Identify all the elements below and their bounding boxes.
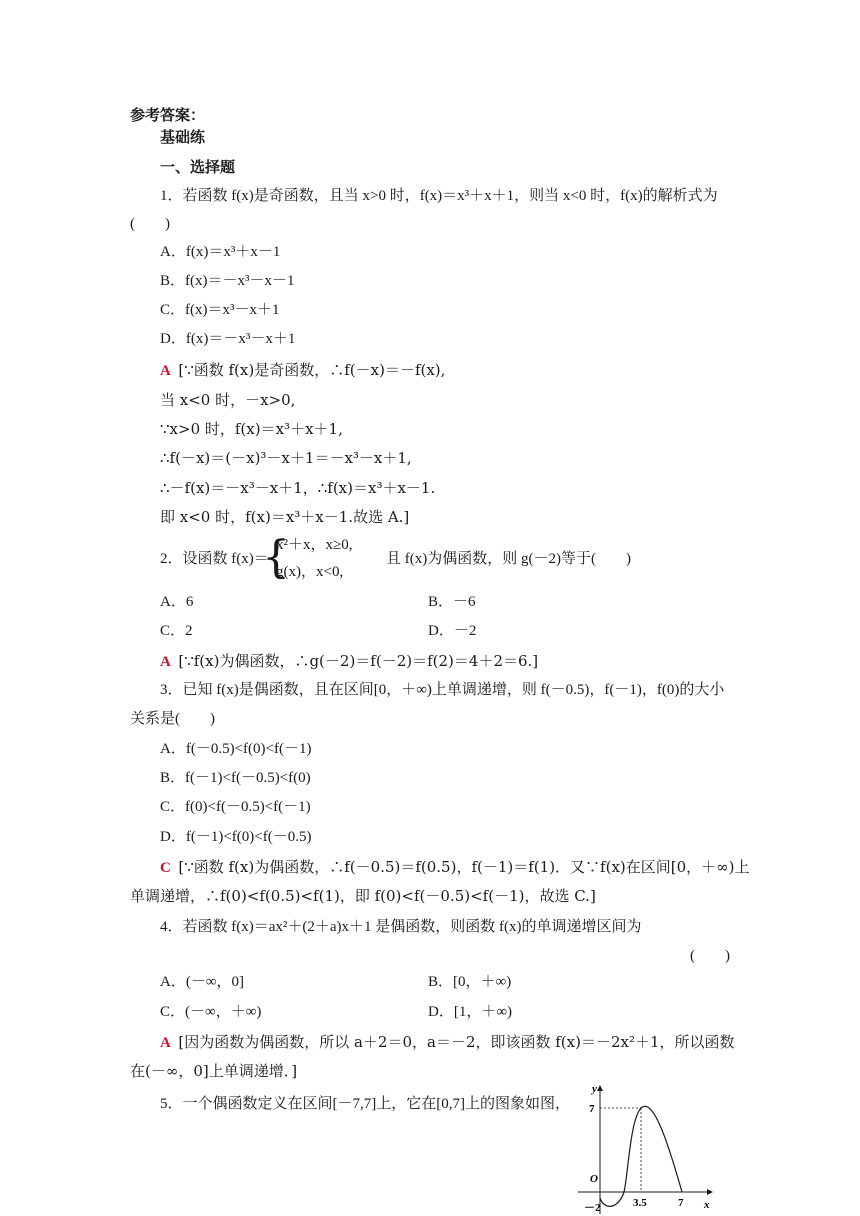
q3-solution-line: 单调递增，∴f(0)<f(0.5)<f(1)，即 f(0)<f(－0.5)<f(－1)，故选 C.] <box>130 887 596 905</box>
y-tick-neg2: －2 <box>584 1202 601 1214</box>
q4-option-b: B．[0，＋∞) <box>428 974 512 990</box>
q3-option-b: B．f(－1)<f(－0.5)<f(0) <box>160 770 311 786</box>
origin-label: O <box>590 1173 598 1185</box>
q1-paren: ( ) <box>130 216 170 232</box>
q1-solution-line: ∴f(－x)＝(－x)³－x＋1＝－x³－x＋1, <box>160 449 412 467</box>
q1-stem: 1．若函数 f(x)是奇函数，且当 x>0 时，f(x)＝x³＋x＋1，则当 x<0 时，f(x)的解析式为 <box>160 188 718 204</box>
q3-option-a: A．f(－0.5)<f(0)<f(－1) <box>160 741 312 757</box>
q4-stem: 4．若函数 f(x)＝ax²＋(2＋a)x＋1 是偶函数，则函数 f(x)的单调递增区间为 <box>160 919 642 935</box>
q3-option-c: C．f(0)<f(－0.5)<f(－1) <box>160 799 311 815</box>
x-axis-label: x <box>704 1199 710 1211</box>
q1-option-a: A．f(x)＝x³＋x－1 <box>160 244 281 260</box>
q5-function-graph <box>570 1080 720 1216</box>
q1-option-d: D．f(x)＝－x³－x＋1 <box>160 331 296 347</box>
q3-stem-2: 关系是( ) <box>130 711 215 727</box>
q2-option-c: C．2 <box>160 623 193 639</box>
q2-stem-post: 且 f(x)为偶函数，则 g(－2)等于( ) <box>386 551 631 567</box>
piecewise-brace: { <box>262 532 290 583</box>
q1-solution-line: ∵x>0 时，f(x)＝x³＋x＋1, <box>160 420 343 438</box>
q1-solution-line: 即 x<0 时，f(x)＝x³＋x－1.故选 A.] <box>160 508 410 526</box>
q2-stem-pre: 2．设函数 f(x)＝ <box>160 551 269 567</box>
q1-solution-text: [∵函数 f(x)是奇函数，∴f(－x)＝－f(x), <box>178 361 446 379</box>
q1-option-b: B．f(x)＝－x³－x－1 <box>160 273 295 289</box>
q2-option-d: D．－2 <box>428 623 477 639</box>
q3-stem: 3．已知 f(x)是偶函数，且在区间[0，＋∞)上单调递增，则 f(－0.5)，f(－1)，f(0)的大小 <box>160 682 725 698</box>
q4-solution-line: 在(－∞，0]上单调递增．] <box>130 1062 298 1080</box>
y-tick-7: 7 <box>589 1103 595 1115</box>
q2-solution-line <box>160 651 538 672</box>
q4-option-d: D．[1，＋∞) <box>428 1004 513 1020</box>
q2-case-2: g(x)，x<0, <box>276 564 344 580</box>
q1-option-c: C．f(x)＝x³－x＋1 <box>160 302 280 318</box>
q1-solution-line: ∴－f(x)＝－x³－x＋1，∴f(x)＝x³＋x－1. <box>160 479 436 497</box>
q4-solution-text: [因为函数为偶函数，所以 a＋2＝0，a＝－2，即该函数 f(x)＝－2x²＋1，所以函数 <box>178 1033 735 1051</box>
q5-stem: 5．一个偶函数定义在区间[－7,7]上，它在[0,7]上的图象如图， <box>160 1096 570 1112</box>
answer-key-title: 参考答案： <box>130 108 206 124</box>
x-tick-3-5: 3.5 <box>633 1197 647 1209</box>
q4-option-a: A．(－∞，0] <box>160 974 245 990</box>
q4-paren: ( ) <box>690 948 730 964</box>
q4-answer: A <box>160 1035 171 1051</box>
q2-option-a: A．6 <box>160 594 194 610</box>
q2-case-1: x²＋x，x≥0, <box>276 537 353 553</box>
q3-solution-text: [∵函数 f(x)为偶函数，∴f(－0.5)＝f(0.5)，f(－1)＝f(1)．又∵f(x)在区间[0，＋∞)上 <box>178 858 750 876</box>
q2-solution-text: [∵f(x)为偶函数，∴g(－2)＝f(－2)＝f(2)＝4＋2＝6.] <box>178 652 539 670</box>
section-heading: 基础练 <box>160 130 206 146</box>
q3-answer: C <box>160 860 171 876</box>
q1-solution-line <box>160 360 445 381</box>
x-tick-7: 7 <box>678 1197 684 1209</box>
q3-solution-line <box>160 857 750 878</box>
q2-answer: A <box>160 654 171 670</box>
q3-option-d: D．f(－1)<f(0)<f(－0.5) <box>160 829 312 845</box>
q1-solution-line: 当 x<0 时，－x>0, <box>160 391 296 409</box>
q4-solution-line <box>160 1032 735 1053</box>
q1-answer: A <box>160 363 171 379</box>
q2-option-b: B．－6 <box>428 594 476 610</box>
part-heading: 一、选择题 <box>160 160 236 176</box>
y-axis-label: y <box>592 1083 597 1095</box>
q4-option-c: C．(－∞，＋∞) <box>160 1004 262 1020</box>
